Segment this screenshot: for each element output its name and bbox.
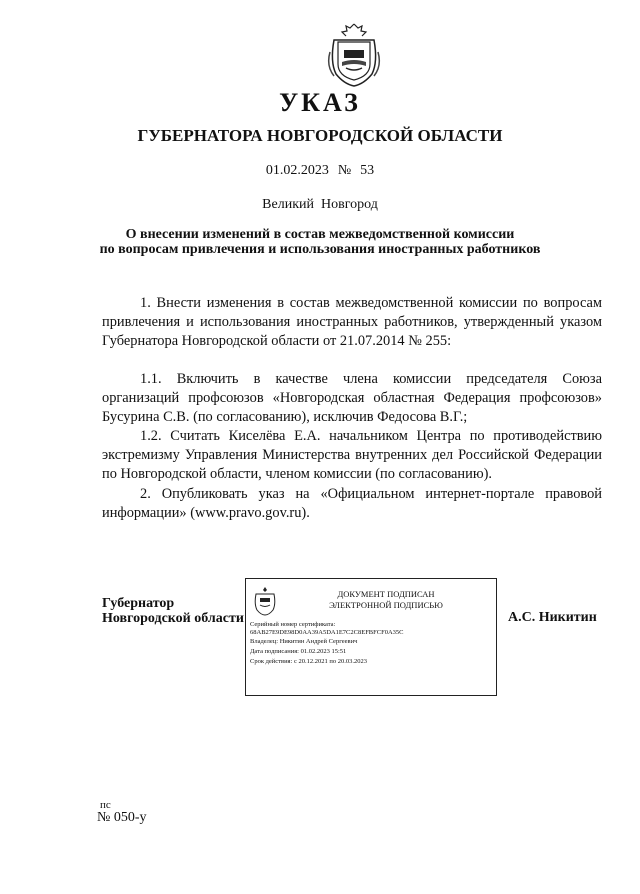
signatory-role-line-2: Новгородской области <box>102 611 244 626</box>
date-and-number: 01.02.2023 № 53 <box>265 163 375 178</box>
coat-of-arms-emblem <box>326 22 382 88</box>
paragraph-1-2: 1.2. Считать Киселёва Е.А. начальником Центра по противодействию экстремизму Управления Министерства внутренних дел Российской Федерации по Новгородской области, членом комиссии (по согласованию). <box>102 428 602 482</box>
issuer-title: ГУБЕРНАТОРА НОВГОРОДСКОЙ ОБЛАСТИ <box>137 126 503 145</box>
heading-line-2: по вопросам привлечения и использования иностранных работников <box>99 242 541 257</box>
footer-code: пс <box>100 799 111 811</box>
stamp-title-line-2: ЭЛЕКТРОННОЙ ПОДПИСЬЮ <box>329 600 443 610</box>
electronic-signature-stamp <box>245 578 497 696</box>
paragraph-1: 1. Внести изменения в состав межведомственной комиссии по вопросам привлечения и использования иностранных работников, утвержденный указом Губернатора Новгородской области от 21.07.2014 № 255: <box>102 295 602 349</box>
stamp-emblem-icon <box>252 586 278 616</box>
signatory-name: А.С. Никитин <box>508 610 597 625</box>
stamp-owner: Владелец: Никитин Андрей Сергеевич <box>250 638 358 645</box>
stamp-title-line-1: ДОКУМЕНТ ПОДПИСАН <box>337 589 435 599</box>
heading-line-1: О внесении изменений в состав межведомственной комиссии <box>125 227 515 242</box>
stamp-validity: Срок действия: с 20.12.2021 по 20.03.2023 <box>250 658 367 665</box>
city: Великий Новгород <box>262 197 378 212</box>
stamp-serial-number: 68AB27E9DE98D0AA39A5DA1E7C2C8EFBFCF0A35C <box>250 629 404 636</box>
footer-document-number: № 050-у <box>97 810 147 825</box>
stamp-signed-date: Дата подписания: 01.02.2023 15:51 <box>250 648 347 655</box>
signatory-role <box>102 596 244 626</box>
stamp-serial-label: Серийный номер сертификата: <box>250 621 336 628</box>
paragraph-1-1: 1.1. Включить в качестве члена комиссии председателя Союза организаций профсоюзов «Новгородская областная Федерация профсоюзов» Бусурина С.В. (по согласованию), исключив Федосова В.Г.; <box>102 371 602 425</box>
document-heading <box>0 227 640 257</box>
paragraph-2: 2. Опубликовать указ на «Официальном интернет-портале правовой информации» (www.pravo.gov.ru). <box>102 486 602 521</box>
stamp-title <box>286 589 486 611</box>
document-type-title: УКАЗ <box>279 88 361 117</box>
signatory-role-line-1: Губернатор <box>102 596 175 611</box>
